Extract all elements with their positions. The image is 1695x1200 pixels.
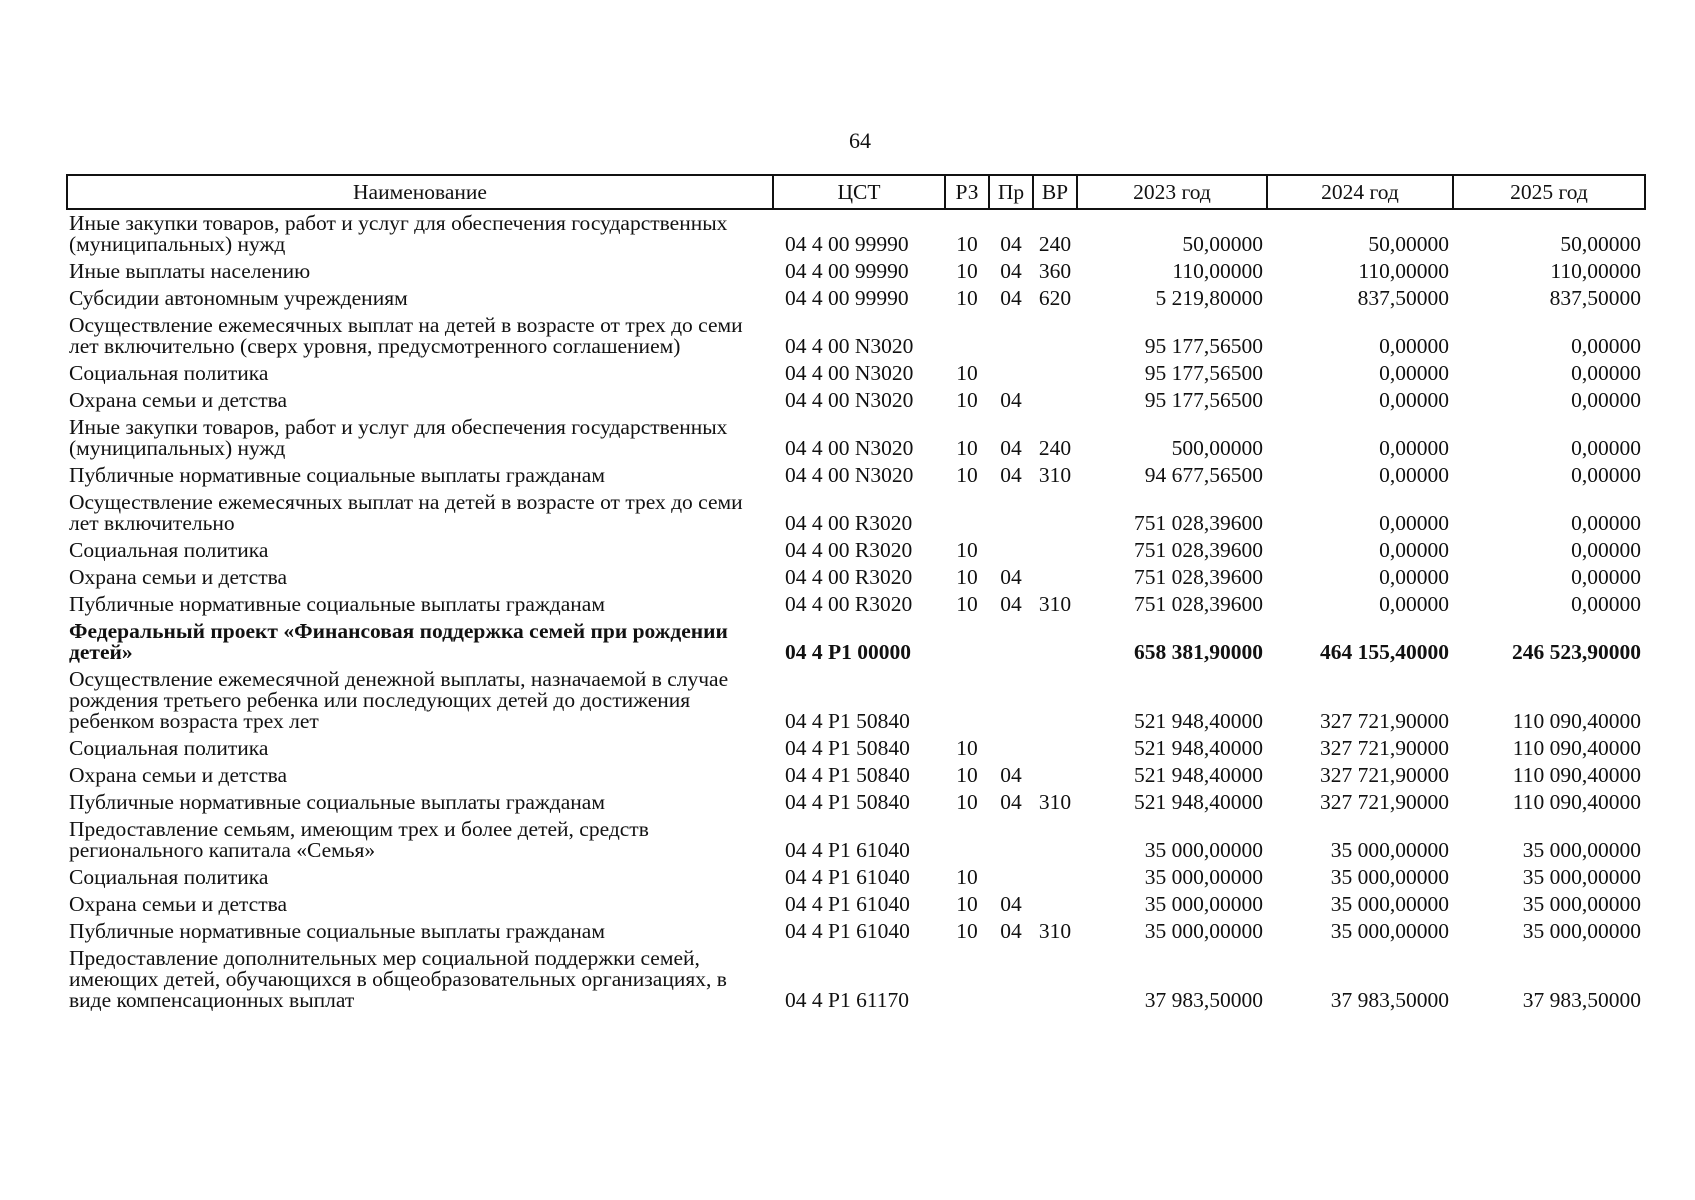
cell-cst: 04 4 00 R3020 [785, 565, 913, 589]
cell-2025: 0,00000 [1571, 436, 1641, 460]
cell-2024: 327 721,90000 [1320, 709, 1449, 733]
cell-pr [989, 945, 1033, 1014]
cell-vr: 240 [1038, 232, 1072, 256]
cell-cst: 04 4 P1 50840 [785, 763, 910, 787]
cell-rz [945, 312, 989, 360]
cell-name: Субсидии автономным учреждениям [69, 286, 408, 310]
cell-cst: 04 4 P1 61040 [785, 865, 910, 889]
cell-name: Социальная политика [69, 736, 269, 760]
cell-rz: 10 [956, 436, 978, 460]
cell-name: Иные закупки товаров, работ и услуг для обеспечения государственных (муниципальных) нужд [69, 211, 728, 256]
cell-2025: 0,00000 [1571, 565, 1641, 589]
cell-pr [989, 618, 1033, 666]
cell-rz [945, 666, 989, 735]
cell-pr: 04 [1000, 919, 1022, 943]
cell-2025: 0,00000 [1571, 361, 1641, 385]
cell-cst: 04 4 00 N3020 [785, 436, 914, 460]
cell-pr [989, 666, 1033, 735]
cell-name: Публичные нормативные социальные выплаты гражданам [69, 463, 605, 487]
cell-cst: 04 4 00 N3020 [785, 334, 914, 358]
cell-vr: 310 [1038, 592, 1072, 616]
cell-pr: 04 [1000, 892, 1022, 916]
cell-2024: 327 721,90000 [1320, 736, 1449, 760]
cell-pr [989, 360, 1033, 387]
cell-rz: 10 [956, 286, 978, 310]
cell-cst: 04 4 00 99990 [785, 259, 909, 283]
cell-2024: 0,00000 [1379, 511, 1449, 535]
table-row [67, 489, 1645, 537]
cell-vr: 310 [1038, 919, 1072, 943]
cell-2025: 246 523,90000 [1512, 640, 1641, 664]
cell-2023: 751 028,39600 [1134, 538, 1263, 562]
cell-pr: 04 [1000, 232, 1022, 256]
cell-cst: 04 4 00 R3020 [785, 511, 913, 535]
cell-2024: 0,00000 [1379, 538, 1449, 562]
cell-cst: 04 4 00 N3020 [785, 361, 914, 385]
cell-name: Публичные нормативные социальные выплаты гражданам [69, 790, 605, 814]
cell-2025: 50,00000 [1560, 232, 1641, 256]
cell-2024: 0,00000 [1379, 388, 1449, 412]
cell-vr [1033, 891, 1077, 918]
cell-2024: 0,00000 [1379, 463, 1449, 487]
cell-2023: 95 177,56500 [1144, 361, 1263, 385]
table-body [67, 209, 1645, 1014]
cell-rz: 10 [956, 538, 978, 562]
cell-vr [1033, 864, 1077, 891]
cell-2024: 35 000,00000 [1330, 919, 1449, 943]
cell-pr: 04 [1000, 436, 1022, 460]
cell-2025: 837,50000 [1549, 286, 1641, 310]
cell-vr [1033, 816, 1077, 864]
cell-pr: 04 [1000, 388, 1022, 412]
cell-name: Предоставление семьям, имеющим трех и более детей, средств регионального капитала «Семья» [69, 817, 649, 862]
cell-rz: 10 [956, 892, 978, 916]
table-row [67, 762, 1645, 789]
cell-cst: 04 4 P1 61040 [785, 892, 910, 916]
cell-2023: 5 219,80000 [1155, 286, 1263, 310]
header-rz: РЗ [945, 175, 989, 209]
cell-vr [1033, 537, 1077, 564]
header-cst: ЦСТ [773, 175, 945, 209]
cell-vr [1033, 564, 1077, 591]
table-row [67, 891, 1645, 918]
cell-2023: 658 381,90000 [1134, 640, 1263, 664]
cell-2023: 94 677,56500 [1144, 463, 1263, 487]
budget-table [66, 174, 1646, 1014]
cell-rz: 10 [956, 232, 978, 256]
cell-2025: 0,00000 [1571, 463, 1641, 487]
cell-2023: 500,00000 [1171, 436, 1263, 460]
cell-rz [945, 945, 989, 1014]
cell-2023: 521 948,40000 [1134, 790, 1263, 814]
table-row [67, 618, 1645, 666]
cell-rz: 10 [956, 865, 978, 889]
cell-2023: 751 028,39600 [1134, 511, 1263, 535]
table-row [67, 591, 1645, 618]
cell-2023: 35 000,00000 [1144, 919, 1263, 943]
table-row [67, 462, 1645, 489]
cell-cst: 04 4 00 N3020 [785, 463, 914, 487]
cell-name: Осуществление ежемесячных выплат на детей в возрасте от трех до семи лет включительно (сверх уровня, предусмотренного соглашением) [69, 313, 743, 358]
cell-cst: 04 4 P1 50840 [785, 736, 910, 760]
cell-2024: 35 000,00000 [1330, 865, 1449, 889]
cell-name: Охрана семьи и детства [69, 388, 288, 412]
cell-2025: 35 000,00000 [1522, 865, 1641, 889]
table-row [67, 816, 1645, 864]
cell-pr [989, 816, 1033, 864]
cell-pr: 04 [1000, 259, 1022, 283]
cell-2025: 110,00000 [1550, 259, 1641, 283]
cell-vr: 240 [1038, 436, 1072, 460]
table-row [67, 209, 1645, 258]
cell-2024: 0,00000 [1379, 334, 1449, 358]
cell-rz: 10 [956, 592, 978, 616]
table-row [67, 312, 1645, 360]
cell-rz: 10 [956, 463, 978, 487]
cell-rz: 10 [956, 259, 978, 283]
cell-2025: 0,00000 [1571, 592, 1641, 616]
cell-rz: 10 [956, 361, 978, 385]
cell-name: Иные закупки товаров, работ и услуг для обеспечения государственных (муниципальных) нужд [69, 415, 728, 460]
cell-2025: 35 000,00000 [1522, 892, 1641, 916]
cell-vr [1033, 360, 1077, 387]
cell-2023: 35 000,00000 [1144, 838, 1263, 862]
cell-vr [1033, 312, 1077, 360]
cell-cst: 04 4 P1 00000 [785, 640, 912, 664]
cell-2024: 0,00000 [1379, 436, 1449, 460]
cell-pr: 04 [1000, 592, 1022, 616]
header-2023: 2023 год [1077, 175, 1267, 209]
table-row [67, 537, 1645, 564]
cell-pr [989, 537, 1033, 564]
cell-pr [989, 864, 1033, 891]
cell-name: Предоставление дополнительных мер социальной поддержки семей, имеющих детей, обучающихся в общеобразовательных организациях, в виде компенсационных выплат [69, 946, 727, 1012]
cell-pr [989, 735, 1033, 762]
cell-rz: 10 [956, 736, 978, 760]
header-2024: 2024 год [1267, 175, 1453, 209]
cell-rz [945, 489, 989, 537]
cell-rz: 10 [956, 388, 978, 412]
cell-2023: 35 000,00000 [1144, 892, 1263, 916]
table-row [67, 564, 1645, 591]
cell-pr [989, 489, 1033, 537]
cell-name: Федеральный проект «Финансовая поддержка семей при рождении детей» [69, 619, 728, 664]
cell-cst: 04 4 00 R3020 [785, 538, 913, 562]
cell-name: Публичные нормативные социальные выплаты гражданам [69, 592, 605, 616]
cell-pr: 04 [1000, 463, 1022, 487]
cell-pr [989, 312, 1033, 360]
table-row [67, 945, 1645, 1014]
cell-name: Социальная политика [69, 538, 269, 562]
cell-2024: 35 000,00000 [1330, 838, 1449, 862]
cell-name: Иные выплаты населению [69, 259, 311, 283]
cell-vr [1033, 387, 1077, 414]
cell-2024: 50,00000 [1368, 232, 1449, 256]
table-row [67, 258, 1645, 285]
cell-vr [1033, 666, 1077, 735]
header-vr: ВР [1033, 175, 1077, 209]
cell-2024: 464 155,40000 [1320, 640, 1449, 664]
cell-2025: 110 090,40000 [1512, 763, 1641, 787]
cell-2023: 751 028,39600 [1134, 592, 1263, 616]
cell-pr: 04 [1000, 286, 1022, 310]
table-row [67, 918, 1645, 945]
cell-2023: 95 177,56500 [1144, 388, 1263, 412]
header-2025: 2025 год [1453, 175, 1645, 209]
cell-cst: 04 4 P1 61040 [785, 919, 910, 943]
cell-rz: 10 [956, 763, 978, 787]
cell-2025: 110 090,40000 [1512, 709, 1641, 733]
cell-cst: 04 4 P1 50840 [785, 709, 910, 733]
cell-pr: 04 [1000, 763, 1022, 787]
cell-cst: 04 4 00 99990 [785, 232, 909, 256]
cell-cst: 04 4 P1 61040 [785, 838, 910, 862]
table-row [67, 387, 1645, 414]
cell-cst: 04 4 00 N3020 [785, 388, 914, 412]
cell-2025: 35 000,00000 [1522, 919, 1641, 943]
cell-vr [1033, 735, 1077, 762]
cell-vr: 360 [1038, 259, 1072, 283]
cell-2024: 37 983,50000 [1330, 988, 1449, 1012]
cell-2024: 110,00000 [1358, 259, 1449, 283]
cell-2024: 0,00000 [1379, 361, 1449, 385]
cell-2024: 327 721,90000 [1320, 790, 1449, 814]
header-pr: Пр [989, 175, 1033, 209]
cell-2024: 0,00000 [1379, 592, 1449, 616]
cell-2025: 35 000,00000 [1522, 838, 1641, 862]
table-row [67, 360, 1645, 387]
cell-2025: 0,00000 [1571, 388, 1641, 412]
cell-name: Публичные нормативные социальные выплаты гражданам [69, 919, 605, 943]
cell-2023: 50,00000 [1182, 232, 1263, 256]
table-row [67, 789, 1645, 816]
cell-vr [1033, 945, 1077, 1014]
cell-rz [945, 618, 989, 666]
cell-2023: 95 177,56500 [1144, 334, 1263, 358]
cell-name: Осуществление ежемесячной денежной выплаты, назначаемой в случае рождения третьего ребенка или последующих детей до достижения ребенком возраста трех лет [69, 667, 729, 733]
cell-vr: 310 [1038, 463, 1072, 487]
cell-cst: 04 4 00 R3020 [785, 592, 913, 616]
table-row [67, 666, 1645, 735]
cell-name: Осуществление ежемесячных выплат на детей в возрасте от трех до семи лет включительно [69, 490, 743, 535]
page-number: 64 [849, 128, 871, 153]
cell-2024: 837,50000 [1357, 286, 1449, 310]
cell-rz: 10 [956, 565, 978, 589]
cell-vr [1033, 762, 1077, 789]
cell-2025: 37 983,50000 [1522, 988, 1641, 1012]
cell-2025: 110 090,40000 [1512, 736, 1641, 760]
cell-rz: 10 [956, 790, 978, 814]
cell-vr [1033, 618, 1077, 666]
cell-2024: 0,00000 [1379, 565, 1449, 589]
table-row [67, 735, 1645, 762]
cell-rz [945, 816, 989, 864]
cell-2025: 0,00000 [1571, 511, 1641, 535]
cell-2025: 0,00000 [1571, 538, 1641, 562]
cell-2024: 327 721,90000 [1320, 763, 1449, 787]
cell-name: Охрана семьи и детства [69, 763, 288, 787]
cell-cst: 04 4 P1 61170 [785, 988, 910, 1012]
cell-2023: 110,00000 [1172, 259, 1263, 283]
cell-cst: 04 4 00 99990 [785, 286, 909, 310]
table-row [67, 414, 1645, 462]
cell-name: Социальная политика [69, 361, 269, 385]
cell-vr: 620 [1038, 286, 1072, 310]
cell-2023: 521 948,40000 [1134, 763, 1263, 787]
cell-pr: 04 [1000, 790, 1022, 814]
table-header-row [67, 175, 1645, 209]
cell-2023: 35 000,00000 [1144, 865, 1263, 889]
table-row [67, 864, 1645, 891]
cell-name: Охрана семьи и детства [69, 565, 288, 589]
cell-2025: 110 090,40000 [1512, 790, 1641, 814]
cell-2023: 751 028,39600 [1134, 565, 1263, 589]
cell-2023: 37 983,50000 [1144, 988, 1263, 1012]
cell-vr [1033, 489, 1077, 537]
cell-name: Охрана семьи и детства [69, 892, 288, 916]
cell-cst: 04 4 P1 50840 [785, 790, 910, 814]
cell-2025: 0,00000 [1571, 334, 1641, 358]
cell-vr: 310 [1038, 790, 1072, 814]
cell-name: Социальная политика [69, 865, 269, 889]
cell-2024: 35 000,00000 [1330, 892, 1449, 916]
cell-pr: 04 [1000, 565, 1022, 589]
cell-2023: 521 948,40000 [1134, 709, 1263, 733]
table-row [67, 285, 1645, 312]
cell-rz: 10 [956, 919, 978, 943]
header-name: Наименование [67, 175, 773, 209]
cell-2023: 521 948,40000 [1134, 736, 1263, 760]
